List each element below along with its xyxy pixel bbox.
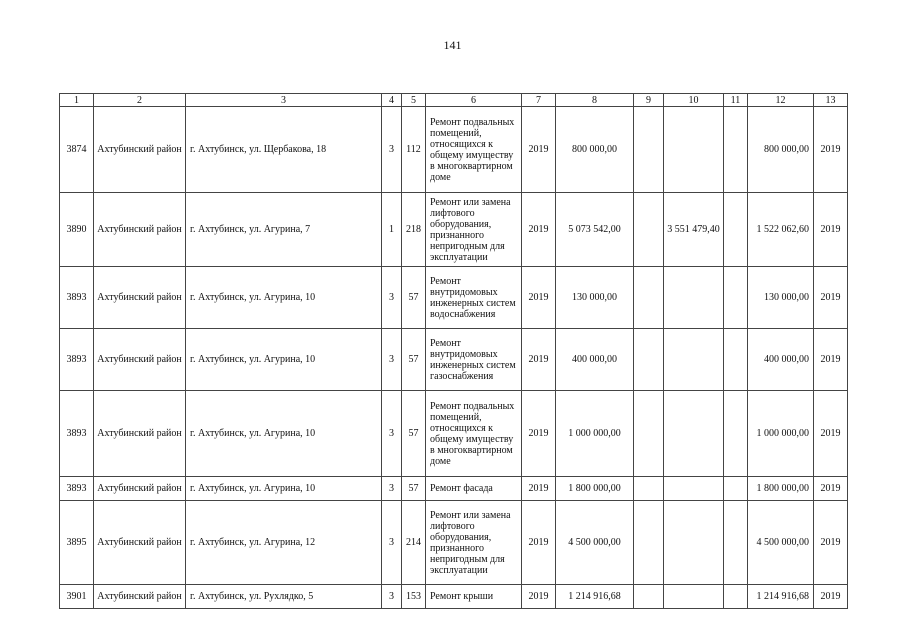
table-cell-col-4: 3 bbox=[382, 501, 402, 585]
table-cell-col-12: 1 000 000,00 bbox=[748, 391, 814, 477]
table-cell-col-8: 130 000,00 bbox=[556, 267, 634, 329]
table-cell-col-10 bbox=[664, 107, 724, 193]
table-cell-col-1: 3893 bbox=[60, 267, 94, 329]
table-row bbox=[60, 391, 848, 477]
table-cell-col-5: 112 bbox=[402, 107, 426, 193]
table-cell-col-8: 1 800 000,00 bbox=[556, 477, 634, 501]
table-cell-col-4: 1 bbox=[382, 193, 402, 267]
table-cell-col-9 bbox=[634, 501, 664, 585]
header-cell: 13 bbox=[814, 94, 848, 107]
table-cell-col-1: 3893 bbox=[60, 477, 94, 501]
header-cell: 9 bbox=[634, 94, 664, 107]
table-cell-col-13: 2019 bbox=[814, 267, 848, 329]
table-cell-col-8: 5 073 542,00 bbox=[556, 193, 634, 267]
header-cell: 4 bbox=[382, 94, 402, 107]
table-cell-col-11 bbox=[724, 501, 748, 585]
table-cell-col-3: г. Ахтубинск, ул. Агурина, 12 bbox=[186, 501, 382, 585]
table-cell-col-1: 3893 bbox=[60, 391, 94, 477]
header-cell: 1 bbox=[60, 94, 94, 107]
table-cell-col-10: 3 551 479,40 bbox=[664, 193, 724, 267]
table-row bbox=[60, 585, 848, 609]
table-cell-col-11 bbox=[724, 585, 748, 609]
table-cell-col-5: 218 bbox=[402, 193, 426, 267]
table-cell-col-5: 214 bbox=[402, 501, 426, 585]
table-cell-col-4: 3 bbox=[382, 329, 402, 391]
table-cell-col-9 bbox=[634, 391, 664, 477]
table-cell-col-13: 2019 bbox=[814, 391, 848, 477]
table-cell-col-5: 153 bbox=[402, 585, 426, 609]
table-cell-col-2: Ахтубинский район bbox=[94, 477, 186, 501]
table-cell-col-3: г. Ахтубинск, ул. Агурина, 10 bbox=[186, 391, 382, 477]
table-cell-col-3: г. Ахтубинск, ул. Агурина, 7 bbox=[186, 193, 382, 267]
table-cell-col-12: 130 000,00 bbox=[748, 267, 814, 329]
header-cell: 8 bbox=[556, 94, 634, 107]
table-cell-col-12: 1 800 000,00 bbox=[748, 477, 814, 501]
table-cell-col-7: 2019 bbox=[522, 329, 556, 391]
table-cell-col-6: Ремонт крыши bbox=[426, 585, 522, 609]
table-cell-col-7: 2019 bbox=[522, 477, 556, 501]
table-cell-col-11 bbox=[724, 329, 748, 391]
table-cell-col-12: 400 000,00 bbox=[748, 329, 814, 391]
table-cell-col-7: 2019 bbox=[522, 267, 556, 329]
table-cell-col-2: Ахтубинский район bbox=[94, 267, 186, 329]
table-cell-col-13: 2019 bbox=[814, 107, 848, 193]
header-cell: 3 bbox=[186, 94, 382, 107]
header-row bbox=[60, 94, 848, 107]
table-cell-col-2: Ахтубинский район bbox=[94, 585, 186, 609]
table-cell-col-1: 3893 bbox=[60, 329, 94, 391]
table-cell-col-6: Ремонт фасада bbox=[426, 477, 522, 501]
table-row bbox=[60, 501, 848, 585]
table-cell-col-3: г. Ахтубинск, ул. Щербакова, 18 bbox=[186, 107, 382, 193]
table-cell-col-13: 2019 bbox=[814, 501, 848, 585]
table-cell-col-4: 3 bbox=[382, 585, 402, 609]
table-cell-col-10 bbox=[664, 267, 724, 329]
table-cell-col-9 bbox=[634, 585, 664, 609]
table-cell-col-10 bbox=[664, 585, 724, 609]
table-row bbox=[60, 193, 848, 267]
table-cell-col-12: 800 000,00 bbox=[748, 107, 814, 193]
table-cell-col-1: 3890 bbox=[60, 193, 94, 267]
table-cell-col-7: 2019 bbox=[522, 501, 556, 585]
table-cell-col-2: Ахтубинский район bbox=[94, 501, 186, 585]
table-cell-col-11 bbox=[724, 477, 748, 501]
table-row bbox=[60, 477, 848, 501]
table-cell-col-5: 57 bbox=[402, 329, 426, 391]
table-cell-col-7: 2019 bbox=[522, 193, 556, 267]
table-cell-col-6: Ремонт или замена лифтового оборудования, признанного непригодным для эксплуатации bbox=[426, 501, 522, 585]
table-cell-col-13: 2019 bbox=[814, 193, 848, 267]
table-cell-col-7: 2019 bbox=[522, 585, 556, 609]
data-table bbox=[59, 93, 848, 609]
table-cell-col-1: 3895 bbox=[60, 501, 94, 585]
table-cell-col-12: 1 214 916,68 bbox=[748, 585, 814, 609]
table-cell-col-9 bbox=[634, 477, 664, 501]
table-cell-col-2: Ахтубинский район bbox=[94, 193, 186, 267]
table-cell-col-5: 57 bbox=[402, 391, 426, 477]
table-cell-col-5: 57 bbox=[402, 267, 426, 329]
table-cell-col-5: 57 bbox=[402, 477, 426, 501]
table-cell-col-6: Ремонт или замена лифтового оборудования, признанного непригодным для эксплуатации bbox=[426, 193, 522, 267]
table-cell-col-4: 3 bbox=[382, 107, 402, 193]
header-cell: 10 bbox=[664, 94, 724, 107]
table-cell-col-8: 400 000,00 bbox=[556, 329, 634, 391]
table-cell-col-11 bbox=[724, 107, 748, 193]
table-cell-col-13: 2019 bbox=[814, 329, 848, 391]
table-row bbox=[60, 267, 848, 329]
table-cell-col-9 bbox=[634, 193, 664, 267]
table-cell-col-4: 3 bbox=[382, 267, 402, 329]
table-cell-col-6: Ремонт подвальных помещений, относящихся к общему имуществу в многоквартирном доме bbox=[426, 391, 522, 477]
table-cell-col-6: Ремонт подвальных помещений, относящихся к общему имуществу в многоквартирном доме bbox=[426, 107, 522, 193]
table-cell-col-7: 2019 bbox=[522, 107, 556, 193]
table-cell-col-13: 2019 bbox=[814, 585, 848, 609]
header-cell: 2 bbox=[94, 94, 186, 107]
table-cell-col-1: 3874 bbox=[60, 107, 94, 193]
table-cell-col-8: 1 000 000,00 bbox=[556, 391, 634, 477]
header-cell: 5 bbox=[402, 94, 426, 107]
table-cell-col-10 bbox=[664, 329, 724, 391]
table-cell-col-10 bbox=[664, 477, 724, 501]
table-cell-col-12: 1 522 062,60 bbox=[748, 193, 814, 267]
header-cell: 7 bbox=[522, 94, 556, 107]
page-number: 141 bbox=[443, 38, 462, 52]
table-body bbox=[60, 94, 848, 609]
table-cell-col-2: Ахтубинский район bbox=[94, 391, 186, 477]
table-cell-col-8: 1 214 916,68 bbox=[556, 585, 634, 609]
header-cell: 11 bbox=[724, 94, 748, 107]
table-cell-col-3: г. Ахтубинск, ул. Агурина, 10 bbox=[186, 329, 382, 391]
table-cell-col-7: 2019 bbox=[522, 391, 556, 477]
table-cell-col-12: 4 500 000,00 bbox=[748, 501, 814, 585]
table-cell-col-10 bbox=[664, 501, 724, 585]
table-cell-col-9 bbox=[634, 329, 664, 391]
table-cell-col-3: г. Ахтубинск, ул. Рухлядко, 5 bbox=[186, 585, 382, 609]
table-cell-col-8: 4 500 000,00 bbox=[556, 501, 634, 585]
table-cell-col-3: г. Ахтубинск, ул. Агурина, 10 bbox=[186, 477, 382, 501]
table-cell-col-6: Ремонт внутридомовых инженерных систем газоснабжения bbox=[426, 329, 522, 391]
table-cell-col-11 bbox=[724, 193, 748, 267]
table-cell-col-2: Ахтубинский район bbox=[94, 107, 186, 193]
table-cell-col-2: Ахтубинский район bbox=[94, 329, 186, 391]
table-cell-col-4: 3 bbox=[382, 477, 402, 501]
table-cell-col-9 bbox=[634, 267, 664, 329]
table-cell-col-4: 3 bbox=[382, 391, 402, 477]
header-cell: 12 bbox=[748, 94, 814, 107]
table-cell-col-10 bbox=[664, 391, 724, 477]
table-cell-col-8: 800 000,00 bbox=[556, 107, 634, 193]
table-cell-col-1: 3901 bbox=[60, 585, 94, 609]
table-row bbox=[60, 107, 848, 193]
header-cell: 6 bbox=[426, 94, 522, 107]
table-cell-col-3: г. Ахтубинск, ул. Агурина, 10 bbox=[186, 267, 382, 329]
table-row bbox=[60, 329, 848, 391]
table-cell-col-6: Ремонт внутридомовых инженерных систем водоснабжения bbox=[426, 267, 522, 329]
table-cell-col-13: 2019 bbox=[814, 477, 848, 501]
table-cell-col-11 bbox=[724, 391, 748, 477]
table-cell-col-11 bbox=[724, 267, 748, 329]
table-cell-col-9 bbox=[634, 107, 664, 193]
